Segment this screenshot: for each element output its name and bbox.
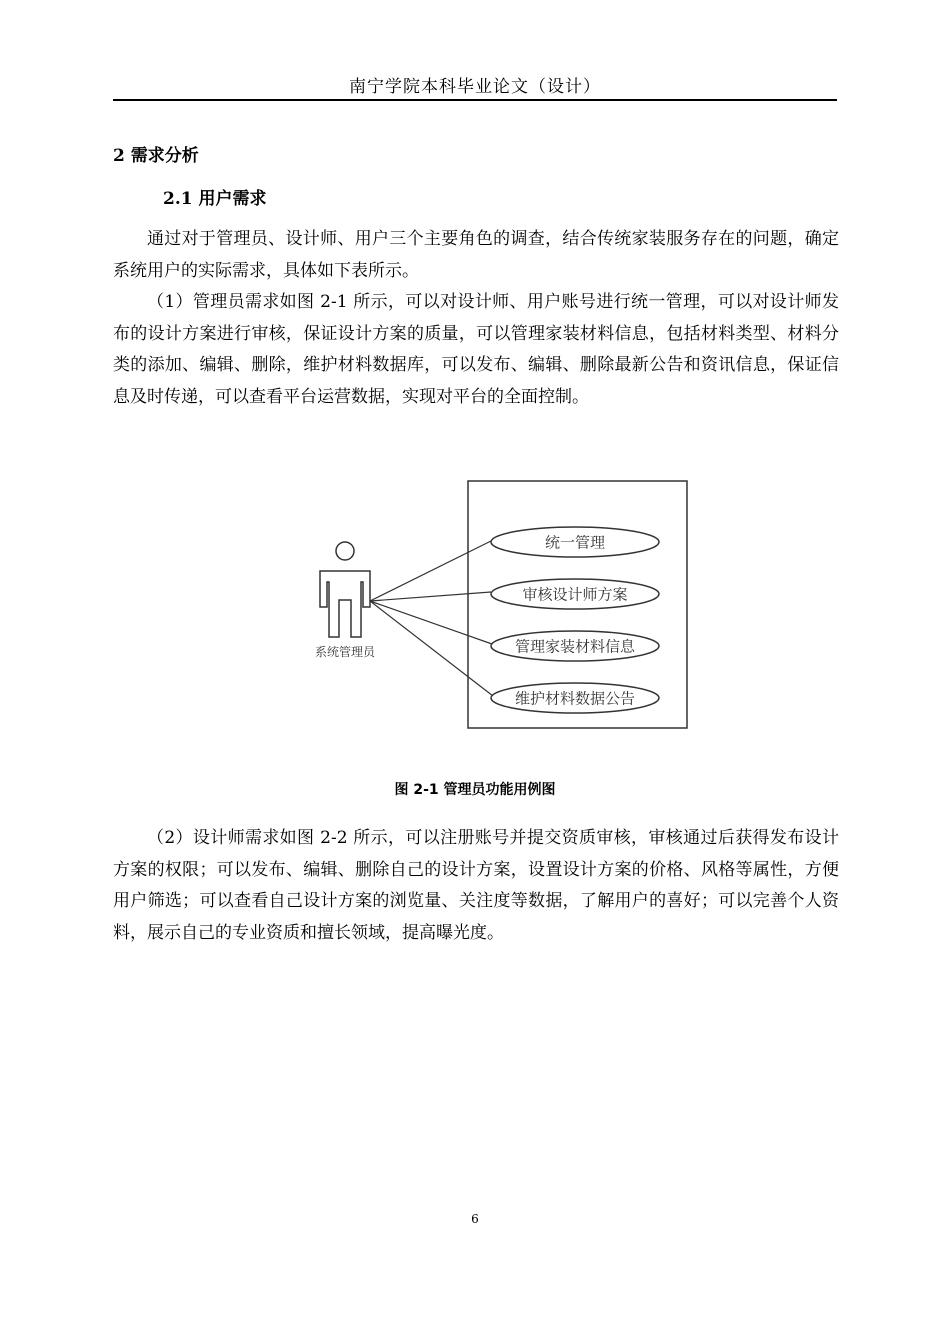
use-case-label: 审核设计师方案 — [522, 585, 628, 604]
page-number: 6 — [471, 1212, 479, 1226]
use-case-3 — [491, 631, 659, 661]
running-header: 南宁学院本科毕业论文（设计） — [349, 77, 601, 97]
section-heading: 2 需求分析 — [113, 146, 199, 166]
header-rule — [113, 99, 837, 101]
use-case-label: 维护材料数据公告 — [514, 689, 636, 708]
actor-label: 系统管理员 — [314, 645, 376, 659]
actor-icon — [320, 542, 370, 637]
use-case-label: 统一管理 — [544, 533, 606, 552]
association-lines — [370, 540, 493, 696]
use-case-1 — [491, 527, 659, 557]
figure-caption: 图 2-1 管理员功能用例图 — [394, 782, 556, 798]
use-case-4 — [491, 683, 659, 713]
use-case-2 — [491, 579, 659, 609]
admin-requirements-paragraph: （1）管理员需求如图 2-1 所示，可以对设计师、用户账号进行统一管理，可以对设计师发布的设计方案进行审核，保证设计方案的质量，可以管理家装材料信息，包括材料类型、材料分类的添加、编辑、删除，维护材料数据库，可以发布、编辑、删除最新公告和资讯信息，保证信息及时传递，可以查看平台运营数据，实现对平台的全面控制。 — [113, 292, 839, 407]
use-case-diagram — [300, 470, 700, 740]
designer-requirements-paragraph: （2）设计师需求如图 2-2 所示，可以注册账号并提交资质审核，审核通过后获得发布设计方案的权限；可以发布、编辑、删除自己的设计方案，设置设计方案的价格、风格等属性，方便用户筛选；可以查看自己设计方案的浏览量、关注度等数据，了解用户的喜好；可以完善个人资料，展示自己的专业资质和擅长领域，提高曝光度。 — [113, 828, 839, 943]
intro-paragraph: 通过对于管理员、设计师、用户三个主要角色的调查，结合传统家装服务存在的问题，确定系统用户的实际需求，具体如下表所示。 — [113, 229, 839, 281]
use-case-label: 管理家装材料信息 — [514, 637, 636, 656]
subsection-heading: 2.1 用户需求 — [163, 189, 267, 209]
use-case-diagram-svg — [300, 470, 700, 740]
